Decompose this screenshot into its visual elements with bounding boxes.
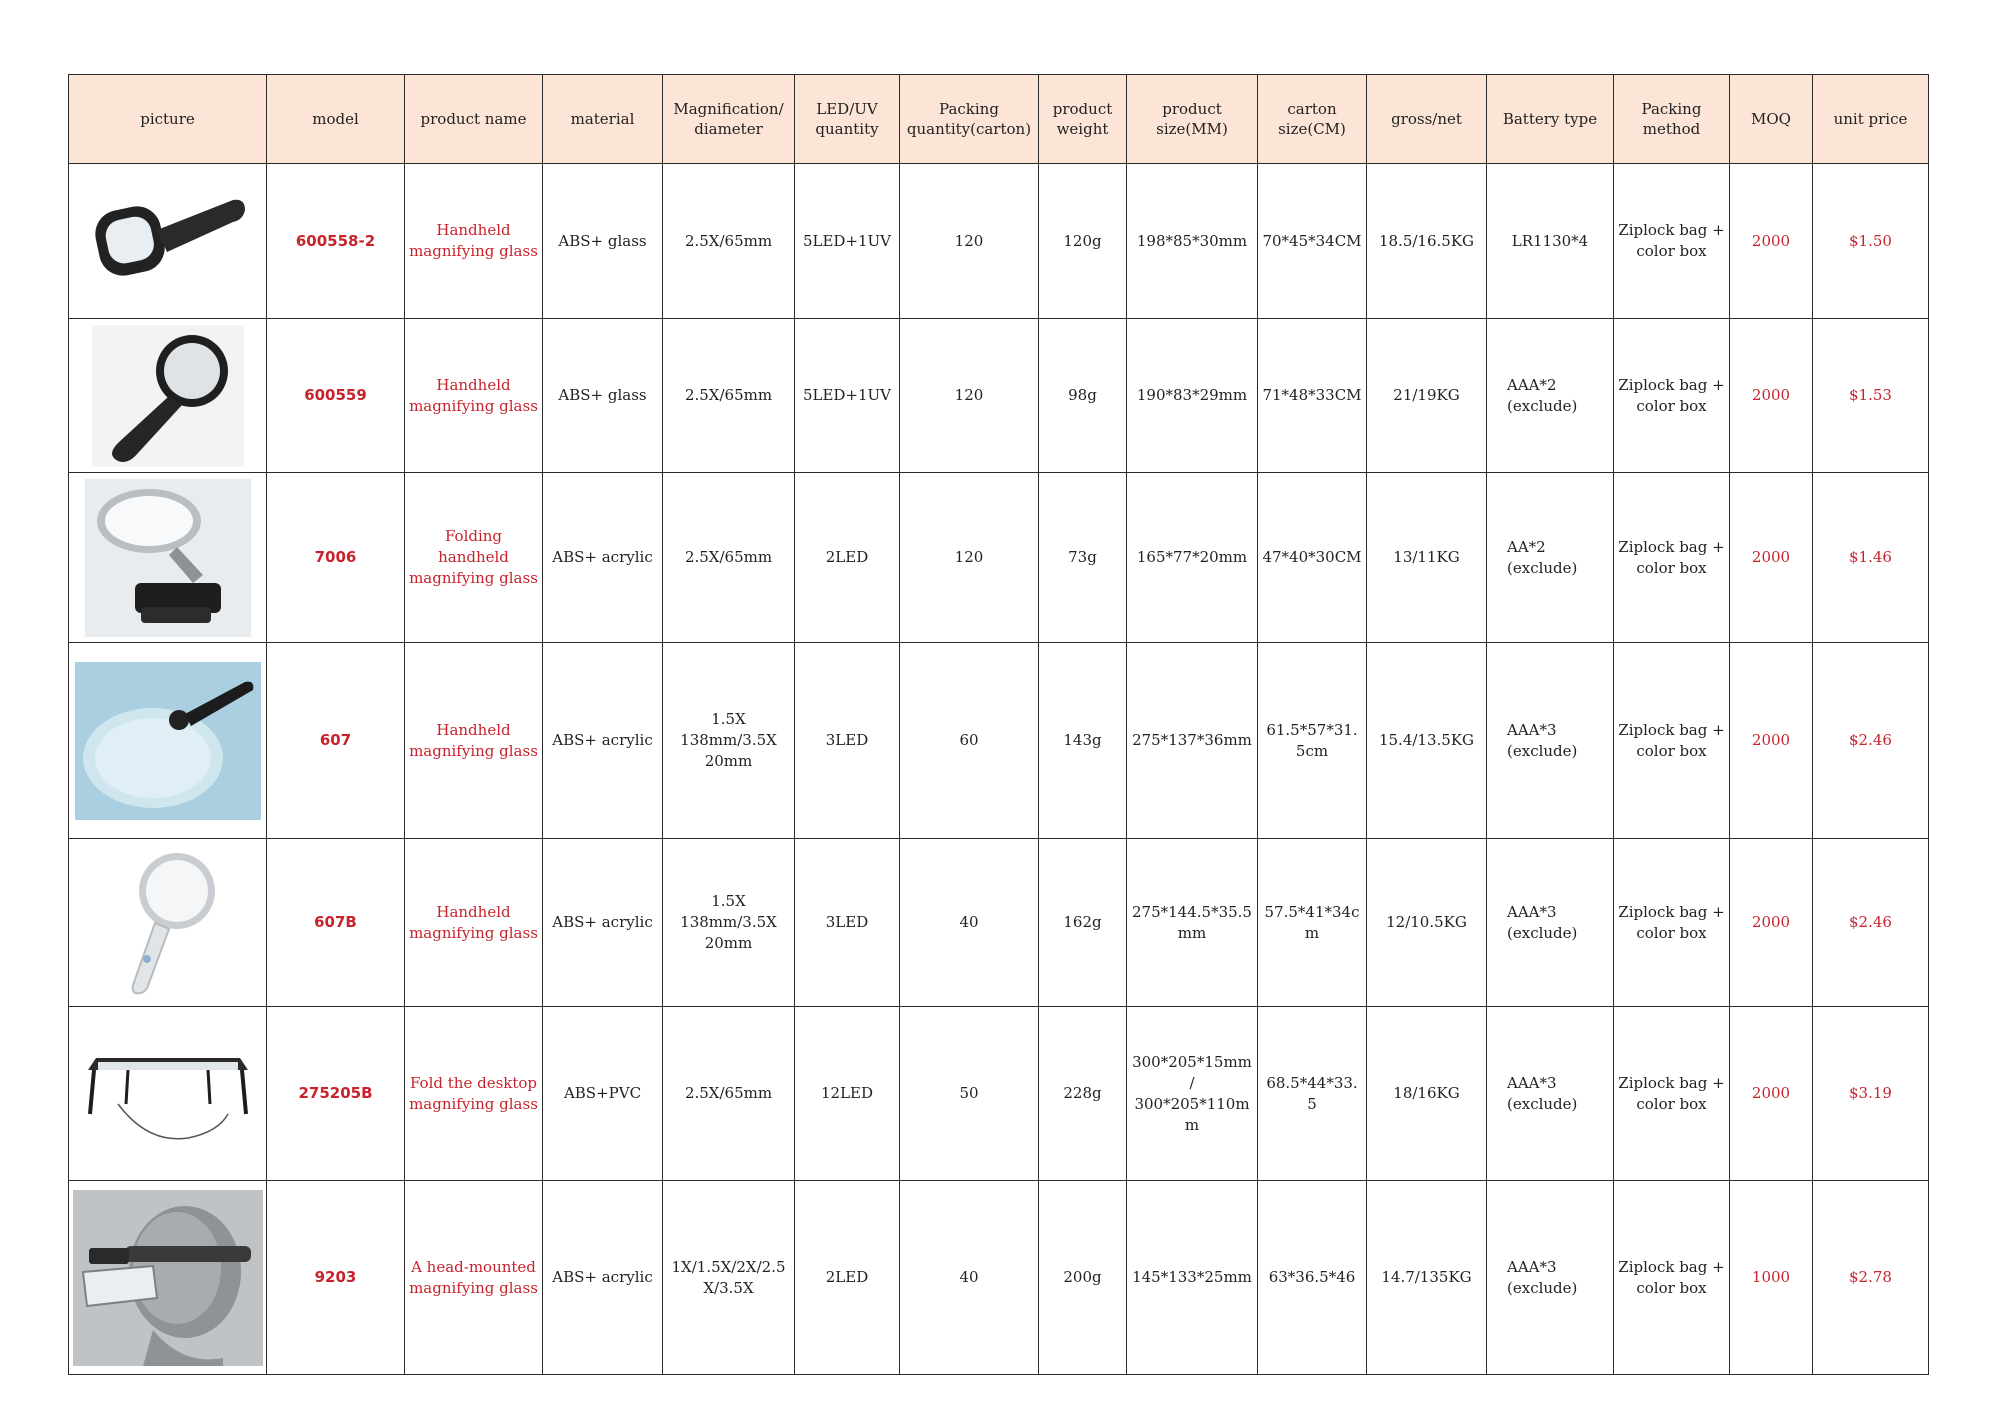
round-magnifier-image: [92, 325, 244, 467]
gross-net-cell: 13/11KG: [1367, 473, 1487, 643]
battery-type-cell: AAA*2 (exclude): [1487, 319, 1614, 473]
model-cell: 600558-2: [267, 164, 405, 319]
magnification-cell: 2.5X/65mm: [663, 1007, 795, 1181]
product-size-cell: 198*85*30mm: [1127, 164, 1258, 319]
material-cell: ABS+ glass: [543, 164, 663, 319]
header-unit-price: unit price: [1813, 75, 1929, 164]
table-row: [69, 473, 1929, 643]
header-carton-size: carton size(CM): [1258, 75, 1367, 164]
product-name-cell: Handheld magnifying glass: [405, 319, 543, 473]
moq-cell: 2000: [1730, 164, 1813, 319]
product-size-cell: 275*137*36mm: [1127, 643, 1258, 839]
table-row: [69, 319, 1929, 473]
product-name-cell: A head-mounted magnifying glass: [405, 1181, 543, 1375]
led-uv-cell: 5LED+1UV: [795, 319, 900, 473]
header-moq: MOQ: [1730, 75, 1813, 164]
battery-type-cell: AAA*3 (exclude): [1487, 839, 1614, 1007]
material-cell: ABS+ glass: [543, 319, 663, 473]
carton-size-cell: 63*36.5*46: [1258, 1181, 1367, 1375]
product-size-cell: 145*133*25mm: [1127, 1181, 1258, 1375]
unit-price-cell: $1.50: [1813, 164, 1929, 319]
product-name-cell: Handheld magnifying glass: [405, 839, 543, 1007]
magnification-cell: 1.5X 138mm/3.5X 20mm: [663, 839, 795, 1007]
weight-cell: 228g: [1039, 1007, 1127, 1181]
magnification-cell: 1.5X 138mm/3.5X 20mm: [663, 643, 795, 839]
gross-net-cell: 15.4/13.5KG: [1367, 643, 1487, 839]
product-name-cell: Handheld magnifying glass: [405, 643, 543, 839]
weight-cell: 143g: [1039, 643, 1127, 839]
moq-cell: 2000: [1730, 643, 1813, 839]
carton-size-cell: 71*48*33CM: [1258, 319, 1367, 473]
carton-size-cell: 70*45*34CM: [1258, 164, 1367, 319]
model-cell: 607: [267, 643, 405, 839]
moq-cell: 1000: [1730, 1181, 1813, 1375]
header-packing-method: Packing method: [1614, 75, 1730, 164]
head-mounted-magnifier-image: [73, 1190, 263, 1366]
battery-type-cell: LR1130*4: [1487, 164, 1614, 319]
packing-quantity-cell: 120: [900, 473, 1039, 643]
product-size-cell: 275*144.5*35.5 mm: [1127, 839, 1258, 1007]
packing-method-cell: Ziplock bag + color box: [1614, 1007, 1730, 1181]
material-cell: ABS+ acrylic: [543, 839, 663, 1007]
folding-magnifier-image: [85, 479, 251, 637]
header-model: model: [267, 75, 405, 164]
header-magnification: Magnification/ diameter: [663, 75, 795, 164]
led-uv-cell: 2LED: [795, 473, 900, 643]
product-size-cell: 190*83*29mm: [1127, 319, 1258, 473]
header-product-size: product size(MM): [1127, 75, 1258, 164]
unit-price-cell: $3.19: [1813, 1007, 1929, 1181]
header-material: material: [543, 75, 663, 164]
packing-method-cell: Ziplock bag + color box: [1614, 643, 1730, 839]
magnification-cell: 1X/1.5X/2X/2.5 X/3.5X: [663, 1181, 795, 1375]
packing-method-cell: Ziplock bag + color box: [1614, 473, 1730, 643]
product-name-cell: Handheld magnifying glass: [405, 164, 543, 319]
packing-method-cell: Ziplock bag + color box: [1614, 164, 1730, 319]
carton-size-cell: 47*40*30CM: [1258, 473, 1367, 643]
magnification-cell: 2.5X/65mm: [663, 473, 795, 643]
gross-net-cell: 12/10.5KG: [1367, 839, 1487, 1007]
packing-quantity-cell: 60: [900, 643, 1039, 839]
header-row: [69, 75, 1929, 164]
unit-price-cell: $2.46: [1813, 643, 1929, 839]
led-uv-cell: 2LED: [795, 1181, 900, 1375]
product-size-cell: 165*77*20mm: [1127, 473, 1258, 643]
header-battery-type: Battery type: [1487, 75, 1614, 164]
table-row: [69, 1181, 1929, 1375]
handheld-magnifier-image: [83, 186, 253, 296]
carton-size-cell: 61.5*57*31.5cm: [1258, 643, 1367, 839]
model-cell: 275205B: [267, 1007, 405, 1181]
gross-net-cell: 21/19KG: [1367, 319, 1487, 473]
magnification-cell: 2.5X/65mm: [663, 319, 795, 473]
unit-price-cell: $2.78: [1813, 1181, 1929, 1375]
packing-quantity-cell: 40: [900, 1181, 1039, 1375]
unit-price-cell: $2.46: [1813, 839, 1929, 1007]
large-lens-magnifier-image: [75, 662, 261, 820]
table-row: [69, 1007, 1929, 1181]
gross-net-cell: 14.7/135KG: [1367, 1181, 1487, 1375]
moq-cell: 2000: [1730, 319, 1813, 473]
led-uv-cell: 12LED: [795, 1007, 900, 1181]
header-packing-quantity: Packing quantity(carton): [900, 75, 1039, 164]
carton-size-cell: 68.5*44*33.5: [1258, 1007, 1367, 1181]
weight-cell: 73g: [1039, 473, 1127, 643]
header-gross-net: gross/net: [1367, 75, 1487, 164]
packing-method-cell: Ziplock bag + color box: [1614, 319, 1730, 473]
battery-type-cell: AA*2 (exclude): [1487, 473, 1614, 643]
battery-type-cell: AAA*3 (exclude): [1487, 1007, 1614, 1181]
packing-quantity-cell: 120: [900, 319, 1039, 473]
gross-net-cell: 18/16KG: [1367, 1007, 1487, 1181]
moq-cell: 2000: [1730, 473, 1813, 643]
led-uv-cell: 5LED+1UV: [795, 164, 900, 319]
gross-net-cell: 18.5/16.5KG: [1367, 164, 1487, 319]
battery-type-cell: AAA*3 (exclude): [1487, 643, 1614, 839]
table-row: [69, 164, 1929, 319]
weight-cell: 200g: [1039, 1181, 1127, 1375]
material-cell: ABS+ acrylic: [543, 1181, 663, 1375]
product-name-cell: Fold the desktop magnifying glass: [405, 1007, 543, 1181]
header-weight: product weight: [1039, 75, 1127, 164]
white-magnifier-image: [103, 847, 233, 999]
picture-cell: [69, 839, 267, 1007]
packing-method-cell: Ziplock bag + color box: [1614, 1181, 1730, 1375]
carton-size-cell: 57.5*41*34cm: [1258, 839, 1367, 1007]
packing-quantity-cell: 120: [900, 164, 1039, 319]
header-picture: picture: [69, 75, 267, 164]
model-cell: 607B: [267, 839, 405, 1007]
unit-price-cell: $1.53: [1813, 319, 1929, 473]
model-cell: 9203: [267, 1181, 405, 1375]
moq-cell: 2000: [1730, 1007, 1813, 1181]
material-cell: ABS+PVC: [543, 1007, 663, 1181]
unit-price-cell: $1.46: [1813, 473, 1929, 643]
picture-cell: [69, 643, 267, 839]
picture-cell: [69, 164, 267, 319]
material-cell: ABS+ acrylic: [543, 473, 663, 643]
led-uv-cell: 3LED: [795, 643, 900, 839]
material-cell: ABS+ acrylic: [543, 643, 663, 839]
product-size-cell: 300*205*15mm/ 300*205*110mm: [1127, 1007, 1258, 1181]
packing-quantity-cell: 50: [900, 1007, 1039, 1181]
picture-cell: [69, 473, 267, 643]
led-uv-cell: 3LED: [795, 839, 900, 1007]
header-led-uv: LED/UV quantity: [795, 75, 900, 164]
model-cell: 600559: [267, 319, 405, 473]
table-row: [69, 643, 1929, 839]
product-spec-table: [68, 74, 1929, 1375]
weight-cell: 98g: [1039, 319, 1127, 473]
model-cell: 7006: [267, 473, 405, 643]
weight-cell: 120g: [1039, 164, 1127, 319]
header-product-name: product name: [405, 75, 543, 164]
table-row: [69, 839, 1929, 1007]
product-name-cell: Folding handheld magnifying glass: [405, 473, 543, 643]
weight-cell: 162g: [1039, 839, 1127, 1007]
picture-cell: [69, 1181, 267, 1375]
battery-type-cell: AAA*3 (exclude): [1487, 1181, 1614, 1375]
magnification-cell: 2.5X/65mm: [663, 164, 795, 319]
packing-method-cell: Ziplock bag + color box: [1614, 839, 1730, 1007]
picture-cell: [69, 1007, 267, 1181]
picture-cell: [69, 319, 267, 473]
desktop-magnifier-image: [78, 1034, 258, 1154]
packing-quantity-cell: 40: [900, 839, 1039, 1007]
moq-cell: 2000: [1730, 839, 1813, 1007]
